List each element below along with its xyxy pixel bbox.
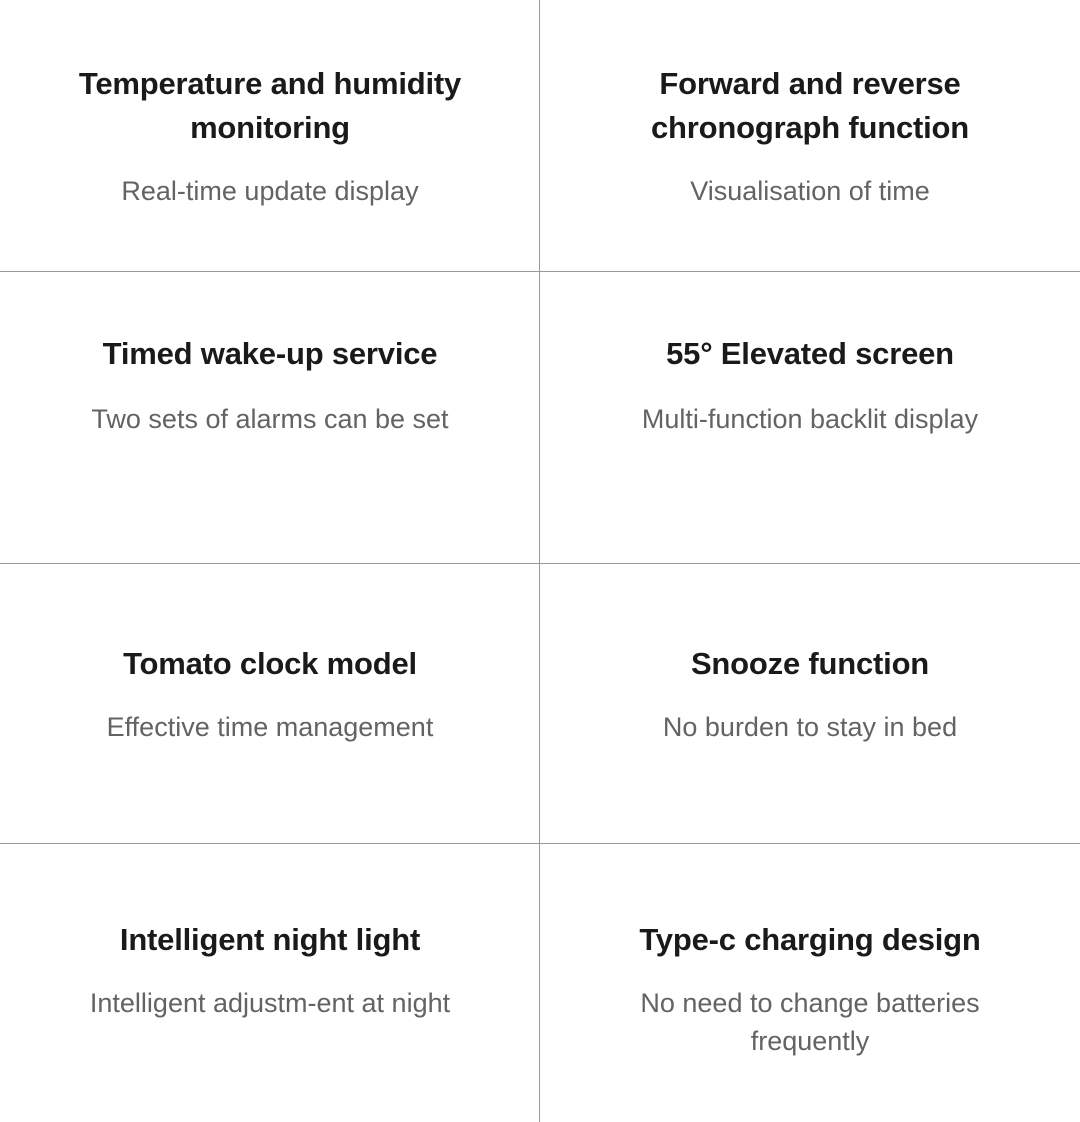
feature-title: Type-c charging design bbox=[639, 922, 981, 957]
feature-title: Forward and reverse chronograph function bbox=[650, 66, 970, 146]
feature-title: Snooze function bbox=[690, 646, 930, 681]
feature-subtitle: Multi-function backlit display bbox=[641, 404, 979, 435]
feature-subtitle: Effective time management bbox=[106, 712, 434, 743]
feature-cell-night-light bbox=[0, 844, 540, 1122]
feature-title: Tomato clock model bbox=[123, 646, 417, 681]
feature-subtitle: No burden to stay in bed bbox=[662, 712, 958, 743]
feature-title: Timed wake-up service bbox=[102, 336, 438, 371]
feature-cell-type-c-charging bbox=[540, 844, 1080, 1122]
feature-title: Intelligent night light bbox=[119, 922, 421, 957]
feature-cell-elevated-screen bbox=[540, 272, 1080, 564]
feature-cell-timed-wake-up bbox=[0, 272, 540, 564]
feature-cell-temperature-humidity bbox=[0, 0, 540, 272]
feature-cell-chronograph bbox=[540, 0, 1080, 272]
feature-subtitle: Visualisation of time bbox=[690, 176, 930, 207]
feature-subtitle: Intelligent adjustm-ent at night bbox=[89, 988, 451, 1019]
feature-subtitle: Real-time update display bbox=[121, 176, 419, 207]
feature-cell-tomato-clock bbox=[0, 564, 540, 844]
feature-title: Temperature and humidity monitoring bbox=[78, 66, 462, 146]
feature-subtitle: No need to change batteries frequently bbox=[640, 988, 980, 1057]
feature-cell-snooze bbox=[540, 564, 1080, 844]
feature-subtitle: Two sets of alarms can be set bbox=[91, 404, 449, 435]
feature-title: 55° Elevated screen bbox=[666, 336, 954, 371]
